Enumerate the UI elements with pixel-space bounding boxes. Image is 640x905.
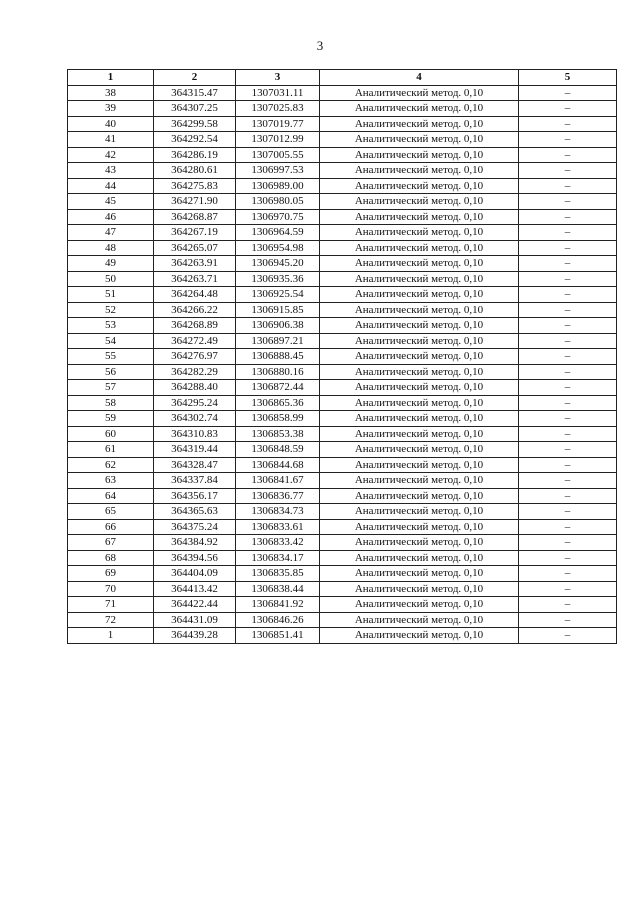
point-number-cell: 43 [68, 163, 154, 179]
x-coordinate-cell: 364292.54 [154, 132, 236, 148]
y-coordinate-cell: 1306906.38 [236, 318, 320, 334]
point-number-cell: 56 [68, 364, 154, 380]
x-coordinate-cell: 364302.74 [154, 411, 236, 427]
coordinates-table [67, 69, 617, 644]
table-row [68, 628, 617, 644]
table-row [68, 147, 617, 163]
table-row [68, 85, 617, 101]
method-accuracy-cell: Аналитический метод. 0,10 [320, 395, 519, 411]
point-number-cell: 41 [68, 132, 154, 148]
x-coordinate-cell: 364276.97 [154, 349, 236, 365]
method-accuracy-cell: Аналитический метод. 0,10 [320, 411, 519, 427]
column-header-3: 3 [236, 70, 320, 86]
point-number-cell: 67 [68, 535, 154, 551]
column-header-1: 1 [68, 70, 154, 86]
point-number-cell: 66 [68, 519, 154, 535]
table-row [68, 318, 617, 334]
note-cell: – [519, 380, 617, 396]
y-coordinate-cell: 1306846.26 [236, 612, 320, 628]
method-accuracy-cell: Аналитический метод. 0,10 [320, 194, 519, 210]
method-accuracy-cell: Аналитический метод. 0,10 [320, 101, 519, 117]
y-coordinate-cell: 1306834.73 [236, 504, 320, 520]
note-cell: – [519, 612, 617, 628]
note-cell: – [519, 333, 617, 349]
x-coordinate-cell: 364431.09 [154, 612, 236, 628]
note-cell: – [519, 581, 617, 597]
table-row [68, 101, 617, 117]
table-row [68, 597, 617, 613]
point-number-cell: 63 [68, 473, 154, 489]
y-coordinate-cell: 1306851.41 [236, 628, 320, 644]
column-header-4: 4 [320, 70, 519, 86]
table-row [68, 287, 617, 303]
note-cell: – [519, 550, 617, 566]
x-coordinate-cell: 364337.84 [154, 473, 236, 489]
method-accuracy-cell: Аналитический метод. 0,10 [320, 566, 519, 582]
x-coordinate-cell: 364375.24 [154, 519, 236, 535]
point-number-cell: 72 [68, 612, 154, 628]
method-accuracy-cell: Аналитический метод. 0,10 [320, 318, 519, 334]
y-coordinate-cell: 1306833.42 [236, 535, 320, 551]
table-row [68, 240, 617, 256]
table-row [68, 550, 617, 566]
y-coordinate-cell: 1306880.16 [236, 364, 320, 380]
table-row [68, 457, 617, 473]
table-row [68, 163, 617, 179]
table-row [68, 488, 617, 504]
method-accuracy-cell: Аналитический метод. 0,10 [320, 240, 519, 256]
note-cell: – [519, 271, 617, 287]
note-cell: – [519, 488, 617, 504]
table-row [68, 504, 617, 520]
note-cell: – [519, 473, 617, 489]
note-cell: – [519, 457, 617, 473]
x-coordinate-cell: 364271.90 [154, 194, 236, 210]
y-coordinate-cell: 1306925.54 [236, 287, 320, 303]
table-header-row [68, 70, 617, 86]
point-number-cell: 64 [68, 488, 154, 504]
point-number-cell: 65 [68, 504, 154, 520]
note-cell: – [519, 395, 617, 411]
x-coordinate-cell: 364263.91 [154, 256, 236, 272]
note-cell: – [519, 209, 617, 225]
point-number-cell: 52 [68, 302, 154, 318]
x-coordinate-cell: 364286.19 [154, 147, 236, 163]
table-row [68, 225, 617, 241]
table-row [68, 364, 617, 380]
x-coordinate-cell: 364268.87 [154, 209, 236, 225]
point-number-cell: 53 [68, 318, 154, 334]
x-coordinate-cell: 364268.89 [154, 318, 236, 334]
column-header-2: 2 [154, 70, 236, 86]
y-coordinate-cell: 1306841.67 [236, 473, 320, 489]
y-coordinate-cell: 1306844.68 [236, 457, 320, 473]
note-cell: – [519, 287, 617, 303]
x-coordinate-cell: 364439.28 [154, 628, 236, 644]
table-row [68, 256, 617, 272]
x-coordinate-cell: 364272.49 [154, 333, 236, 349]
y-coordinate-cell: 1306989.00 [236, 178, 320, 194]
method-accuracy-cell: Аналитический метод. 0,10 [320, 504, 519, 520]
table-body [68, 85, 617, 643]
method-accuracy-cell: Аналитический метод. 0,10 [320, 535, 519, 551]
note-cell: – [519, 349, 617, 365]
page-number: 3 [316, 38, 324, 53]
note-cell: – [519, 519, 617, 535]
note-cell: – [519, 178, 617, 194]
x-coordinate-cell: 364315.47 [154, 85, 236, 101]
method-accuracy-cell: Аналитический метод. 0,10 [320, 597, 519, 613]
table-row [68, 333, 617, 349]
table-row [68, 426, 617, 442]
point-number-cell: 69 [68, 566, 154, 582]
method-accuracy-cell: Аналитический метод. 0,10 [320, 581, 519, 597]
table-row [68, 535, 617, 551]
note-cell: – [519, 116, 617, 132]
y-coordinate-cell: 1306835.85 [236, 566, 320, 582]
method-accuracy-cell: Аналитический метод. 0,10 [320, 147, 519, 163]
note-cell: – [519, 225, 617, 241]
y-coordinate-cell: 1306897.21 [236, 333, 320, 349]
point-number-cell: 55 [68, 349, 154, 365]
x-coordinate-cell: 364288.40 [154, 380, 236, 396]
point-number-cell: 68 [68, 550, 154, 566]
method-accuracy-cell: Аналитический метод. 0,10 [320, 519, 519, 535]
point-number-cell: 47 [68, 225, 154, 241]
point-number-cell: 58 [68, 395, 154, 411]
table-row [68, 349, 617, 365]
note-cell: – [519, 101, 617, 117]
x-coordinate-cell: 364263.71 [154, 271, 236, 287]
y-coordinate-cell: 1306858.99 [236, 411, 320, 427]
x-coordinate-cell: 364265.07 [154, 240, 236, 256]
y-coordinate-cell: 1307031.11 [236, 85, 320, 101]
y-coordinate-cell: 1306853.38 [236, 426, 320, 442]
table-row [68, 411, 617, 427]
x-coordinate-cell: 364394.56 [154, 550, 236, 566]
note-cell: – [519, 302, 617, 318]
x-coordinate-cell: 364267.19 [154, 225, 236, 241]
table-row [68, 194, 617, 210]
y-coordinate-cell: 1307012.99 [236, 132, 320, 148]
point-number-cell: 44 [68, 178, 154, 194]
y-coordinate-cell: 1306834.17 [236, 550, 320, 566]
y-coordinate-cell: 1306841.92 [236, 597, 320, 613]
table-row [68, 566, 617, 582]
method-accuracy-cell: Аналитический метод. 0,10 [320, 209, 519, 225]
x-coordinate-cell: 364365.63 [154, 504, 236, 520]
point-number-cell: 40 [68, 116, 154, 132]
x-coordinate-cell: 364266.22 [154, 302, 236, 318]
method-accuracy-cell: Аналитический метод. 0,10 [320, 628, 519, 644]
y-coordinate-cell: 1306865.36 [236, 395, 320, 411]
note-cell: – [519, 147, 617, 163]
y-coordinate-cell: 1307025.83 [236, 101, 320, 117]
y-coordinate-cell: 1306997.53 [236, 163, 320, 179]
table-row [68, 581, 617, 597]
method-accuracy-cell: Аналитический метод. 0,10 [320, 116, 519, 132]
point-number-cell: 46 [68, 209, 154, 225]
point-number-cell: 70 [68, 581, 154, 597]
y-coordinate-cell: 1306836.77 [236, 488, 320, 504]
y-coordinate-cell: 1306945.20 [236, 256, 320, 272]
x-coordinate-cell: 364319.44 [154, 442, 236, 458]
point-number-cell: 49 [68, 256, 154, 272]
point-number-cell: 57 [68, 380, 154, 396]
y-coordinate-cell: 1306848.59 [236, 442, 320, 458]
note-cell: – [519, 411, 617, 427]
y-coordinate-cell: 1306935.36 [236, 271, 320, 287]
point-number-cell: 1 [68, 628, 154, 644]
note-cell: – [519, 535, 617, 551]
table-row [68, 209, 617, 225]
method-accuracy-cell: Аналитический метод. 0,10 [320, 612, 519, 628]
point-number-cell: 38 [68, 85, 154, 101]
table-row [68, 473, 617, 489]
point-number-cell: 54 [68, 333, 154, 349]
x-coordinate-cell: 364307.25 [154, 101, 236, 117]
table-row [68, 380, 617, 396]
note-cell: – [519, 256, 617, 272]
x-coordinate-cell: 364356.17 [154, 488, 236, 504]
note-cell: – [519, 566, 617, 582]
method-accuracy-cell: Аналитический метод. 0,10 [320, 85, 519, 101]
table-row [68, 395, 617, 411]
x-coordinate-cell: 364310.83 [154, 426, 236, 442]
point-number-cell: 39 [68, 101, 154, 117]
y-coordinate-cell: 1307005.55 [236, 147, 320, 163]
method-accuracy-cell: Аналитический метод. 0,10 [320, 457, 519, 473]
note-cell: – [519, 194, 617, 210]
point-number-cell: 45 [68, 194, 154, 210]
method-accuracy-cell: Аналитический метод. 0,10 [320, 287, 519, 303]
table-row [68, 132, 617, 148]
x-coordinate-cell: 364264.48 [154, 287, 236, 303]
y-coordinate-cell: 1306872.44 [236, 380, 320, 396]
x-coordinate-cell: 364280.61 [154, 163, 236, 179]
method-accuracy-cell: Аналитический метод. 0,10 [320, 333, 519, 349]
method-accuracy-cell: Аналитический метод. 0,10 [320, 132, 519, 148]
method-accuracy-cell: Аналитический метод. 0,10 [320, 163, 519, 179]
y-coordinate-cell: 1306954.98 [236, 240, 320, 256]
x-coordinate-cell: 364404.09 [154, 566, 236, 582]
method-accuracy-cell: Аналитический метод. 0,10 [320, 550, 519, 566]
point-number-cell: 42 [68, 147, 154, 163]
note-cell: – [519, 85, 617, 101]
point-number-cell: 59 [68, 411, 154, 427]
y-coordinate-cell: 1306964.59 [236, 225, 320, 241]
table-row [68, 302, 617, 318]
table-row [68, 271, 617, 287]
method-accuracy-cell: Аналитический метод. 0,10 [320, 473, 519, 489]
x-coordinate-cell: 364282.29 [154, 364, 236, 380]
note-cell: – [519, 426, 617, 442]
table-row [68, 519, 617, 535]
y-coordinate-cell: 1307019.77 [236, 116, 320, 132]
point-number-cell: 61 [68, 442, 154, 458]
table-row [68, 178, 617, 194]
note-cell: – [519, 240, 617, 256]
y-coordinate-cell: 1306980.05 [236, 194, 320, 210]
table-row [68, 442, 617, 458]
x-coordinate-cell: 364422.44 [154, 597, 236, 613]
method-accuracy-cell: Аналитический метод. 0,10 [320, 442, 519, 458]
table-row [68, 116, 617, 132]
note-cell: – [519, 132, 617, 148]
note-cell: – [519, 628, 617, 644]
method-accuracy-cell: Аналитический метод. 0,10 [320, 488, 519, 504]
x-coordinate-cell: 364299.58 [154, 116, 236, 132]
y-coordinate-cell: 1306833.61 [236, 519, 320, 535]
point-number-cell: 62 [68, 457, 154, 473]
method-accuracy-cell: Аналитический метод. 0,10 [320, 364, 519, 380]
y-coordinate-cell: 1306915.85 [236, 302, 320, 318]
method-accuracy-cell: Аналитический метод. 0,10 [320, 302, 519, 318]
method-accuracy-cell: Аналитический метод. 0,10 [320, 426, 519, 442]
point-number-cell: 71 [68, 597, 154, 613]
y-coordinate-cell: 1306970.75 [236, 209, 320, 225]
method-accuracy-cell: Аналитический метод. 0,10 [320, 349, 519, 365]
note-cell: – [519, 504, 617, 520]
table-row [68, 612, 617, 628]
note-cell: – [519, 364, 617, 380]
point-number-cell: 51 [68, 287, 154, 303]
note-cell: – [519, 318, 617, 334]
point-number-cell: 60 [68, 426, 154, 442]
x-coordinate-cell: 364413.42 [154, 581, 236, 597]
x-coordinate-cell: 364328.47 [154, 457, 236, 473]
note-cell: – [519, 597, 617, 613]
method-accuracy-cell: Аналитический метод. 0,10 [320, 225, 519, 241]
point-number-cell: 48 [68, 240, 154, 256]
x-coordinate-cell: 364275.83 [154, 178, 236, 194]
x-coordinate-cell: 364384.92 [154, 535, 236, 551]
y-coordinate-cell: 1306888.45 [236, 349, 320, 365]
method-accuracy-cell: Аналитический метод. 0,10 [320, 178, 519, 194]
x-coordinate-cell: 364295.24 [154, 395, 236, 411]
note-cell: – [519, 442, 617, 458]
method-accuracy-cell: Аналитический метод. 0,10 [320, 256, 519, 272]
method-accuracy-cell: Аналитический метод. 0,10 [320, 271, 519, 287]
method-accuracy-cell: Аналитический метод. 0,10 [320, 380, 519, 396]
point-number-cell: 50 [68, 271, 154, 287]
column-header-5: 5 [519, 70, 617, 86]
y-coordinate-cell: 1306838.44 [236, 581, 320, 597]
note-cell: – [519, 163, 617, 179]
